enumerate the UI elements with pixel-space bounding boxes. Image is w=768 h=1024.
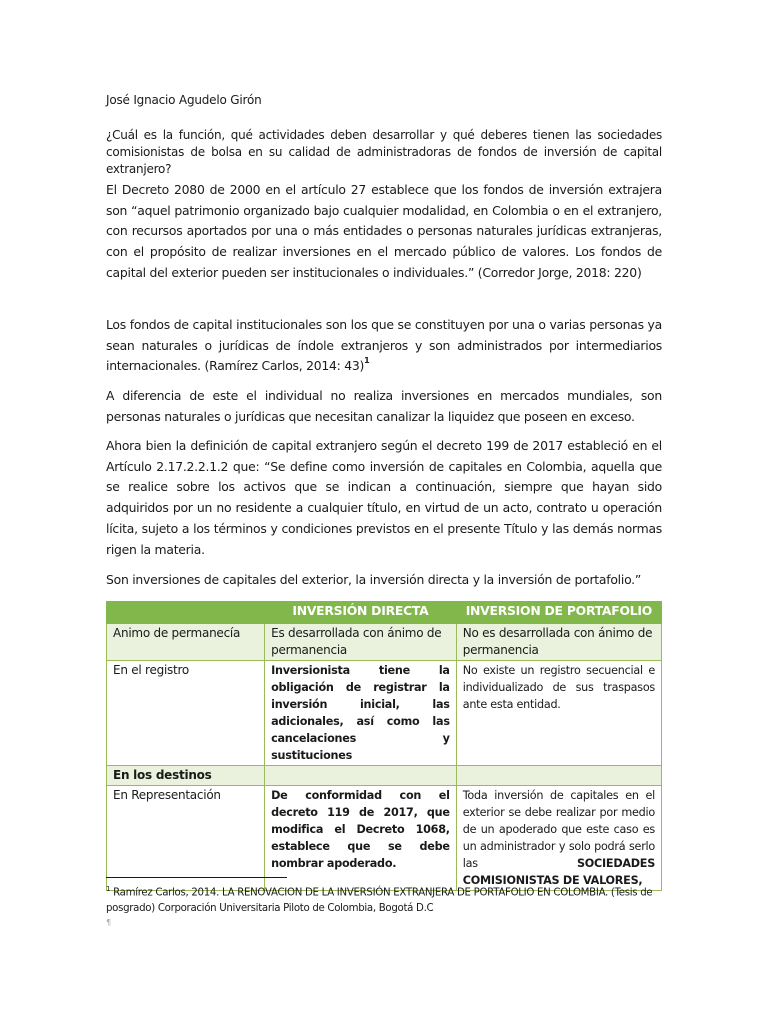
paragraph-marker: ¶	[106, 918, 112, 927]
row-label: En los destinos	[107, 766, 265, 786]
row-label: En Representación	[107, 786, 265, 891]
table-header-empty	[107, 602, 265, 624]
author-name: José Ignacio Agudelo Girón	[106, 93, 262, 107]
row-label: En el registro	[107, 661, 265, 766]
footnote-text: Ramírez Carlos, 2014. LA RENOVACION DE LA INVERSIÓN EXTRANJERA DE PORTAFOLIO EN COLOMBIA. (Tesis de posgrado) Corporación Universitaria Piloto de Colombia, Bogotá D.C	[106, 887, 653, 914]
table-row	[107, 624, 662, 661]
footnote-number: 1	[106, 885, 111, 893]
table-header-row	[107, 602, 662, 624]
footnote-reference[interactable]: 1	[364, 356, 370, 366]
cell-portafolio: No existe un registro secuencial e individualizado de sus traspasos ante esta entidad.	[456, 661, 661, 766]
row-label: Animo de permanecía	[107, 624, 265, 661]
cell-portafolio	[456, 766, 661, 786]
table-row	[107, 786, 662, 891]
paragraph-decree-2080: El Decreto 2080 de 2000 en el artículo 27 establece que los fondos de inversión extrajera son “aquel patrimonio organizado bajo cualquier modalidad, en Colombia o en el extranjero, con recursos aportados por una o más entidades o personas naturales jurídicas extranjeras, con el propósito de realizar inversiones en el mercado público de valores. Los fondos de capital del exterior pueden ser institucionales o individuales.” (Corredor Jorge, 2018: 220)	[106, 182, 662, 280]
footnote-divider	[106, 877, 287, 878]
research-question: ¿Cuál es la función, qué actividades deben desarrollar y qué deberes tienen las sociedades comisionistas de bolsa en su calidad de administradoras de fondos de inversión de capital extranjero?	[106, 128, 662, 176]
paragraph-institutional-text: Los fondos de capital institucionales son los que se constituyen por una o varias personas ya sean naturales o jurídicas de índole extranjeros y son administrados por intermediarios internacionales. (Ramírez Carlos, 2014: 43)	[106, 317, 662, 374]
cell-directa: Inversionista tiene la obligación de registrar la inversión inicial, las adicionales, así como las cancelaciones y sustituciones	[265, 661, 457, 766]
table-header-directa: INVERSIÓN DIRECTA	[265, 602, 457, 624]
cell-directa	[265, 766, 457, 786]
cell-portafolio	[456, 786, 661, 891]
comparison-table	[106, 601, 662, 891]
paragraph-individual-funds: A diferencia de este el individual no realiza inversiones en mercados mundiales, son personas naturales o jurídicas que necesitan canalizar la liquidez que poseen en exceso.	[106, 388, 662, 424]
cell-directa: Es desarrollada con ánimo de permanencia	[265, 624, 457, 661]
cell-directa: De conformidad con el decreto 119 de 2017, que modifica el Decreto 1068, establece que se debe nombrar apoderado.	[265, 786, 457, 891]
footnote	[106, 882, 662, 916]
cell-portafolio-emphasis: SOCIEDADES COMISIONISTAS DE VALORES,	[462, 857, 655, 887]
paragraph-investment-types: Son inversiones de capitales del exterior, la inversión directa y la inversión de portafolio.”	[106, 572, 642, 587]
cell-portafolio: No es desarrollada con ánimo de permanencia	[456, 624, 661, 661]
paragraph-institutional-funds	[106, 315, 662, 377]
paragraph-capital-definition: Ahora bien la definición de capital extranjero según el decreto 199 de 2017 estableció en el Artículo 2.17.2.2.1.2 que: “Se define como inversión de capitales en Colombia, aquella que se realice sobre los activos que se indican a continuación, siempre que hayan sido adquiridos por un no residente a cualquier título, en virtud de un acto, contrato u operación lícita, sujeto a los términos y condiciones previstos en el presente Título y las demás normas rigen la materia.	[106, 438, 662, 557]
table-header-portafolio: INVERSION DE PORTAFOLIO	[456, 602, 661, 624]
cell-portafolio-text: Toda inversión de capitales en el exterior se debe realizar por medio de un apoderado que este caso es un administrador y solo podrá serlo las	[462, 789, 655, 870]
table-row	[107, 766, 662, 786]
table-row	[107, 661, 662, 766]
